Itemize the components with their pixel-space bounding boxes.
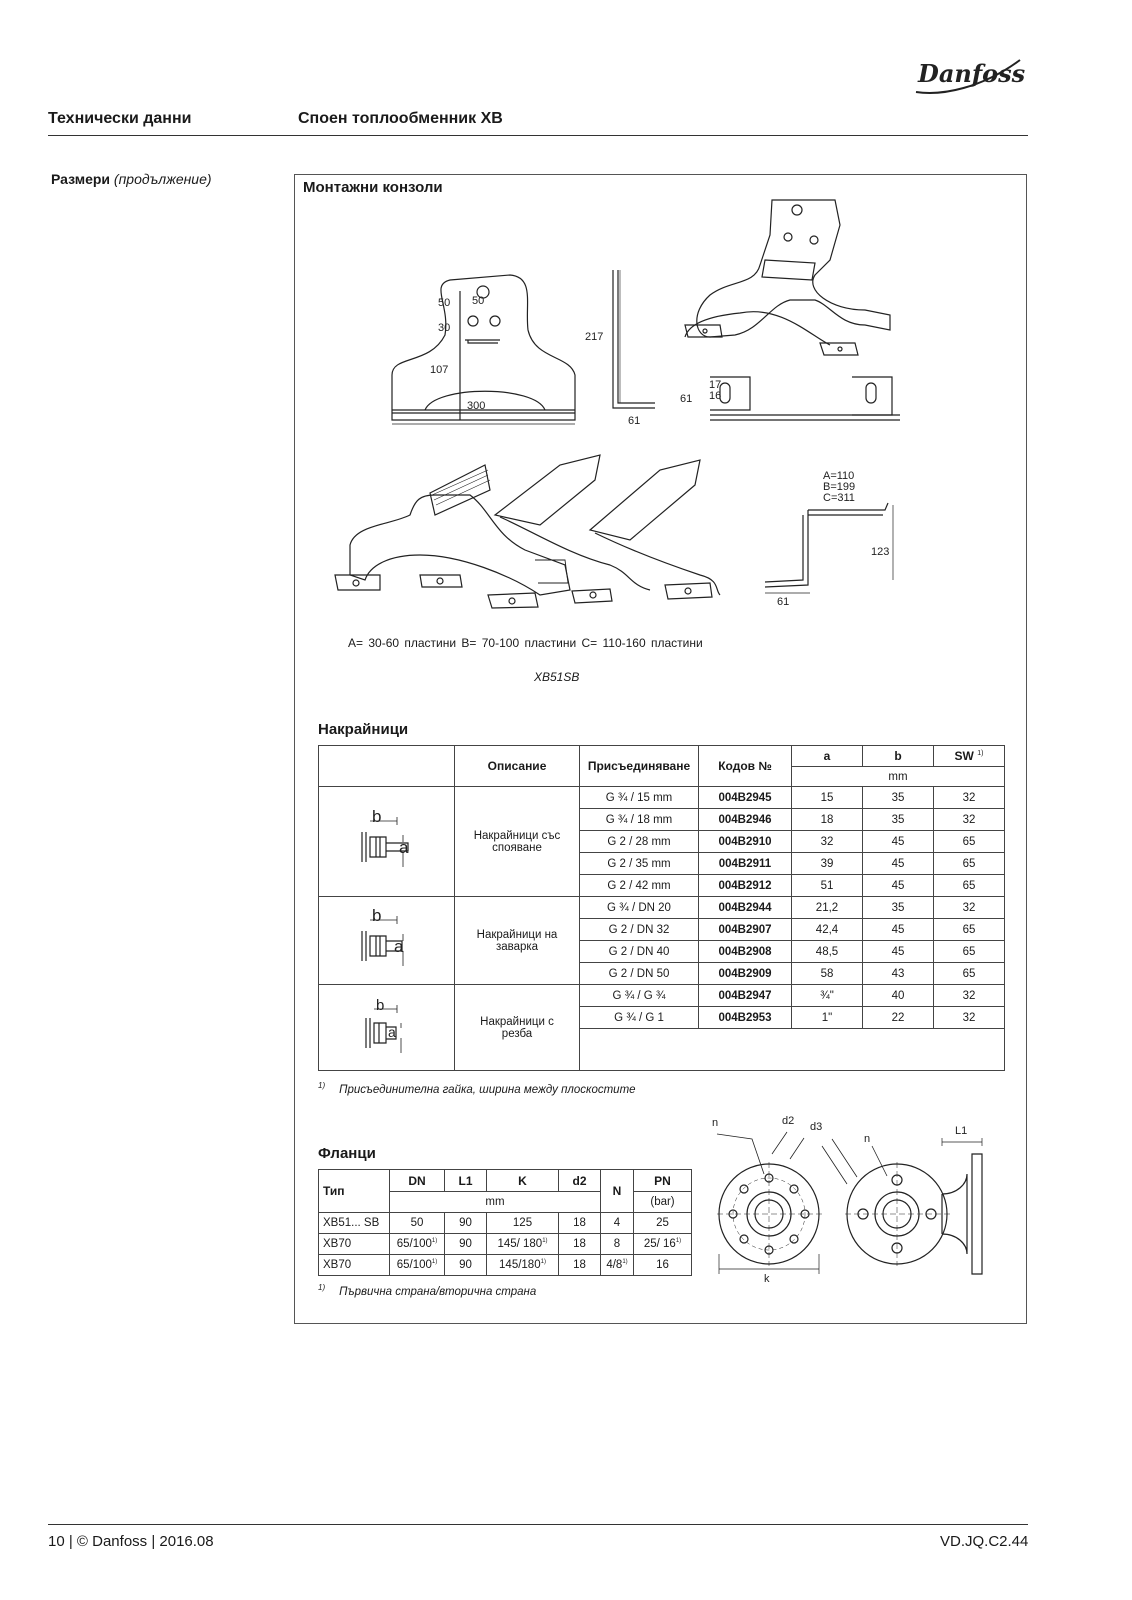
group-weld-desc: Накрайници на заварка [455, 897, 580, 985]
weld-fitting-icon [352, 906, 422, 976]
val-a: 18 [792, 809, 863, 831]
val-b: 35 [863, 809, 934, 831]
dim-61c: 61 [777, 596, 790, 608]
flange-dn [390, 1255, 445, 1276]
dim-107: 107 [430, 364, 449, 376]
flange-dn: 50 [390, 1213, 445, 1234]
flange-label-l1: L1 [955, 1125, 968, 1137]
icon-b-label: b [371, 905, 381, 925]
flange-type: XB70 [319, 1234, 390, 1255]
header-b: b [863, 746, 934, 767]
icon-a-label: a [387, 1023, 396, 1040]
val-sw: 65 [934, 831, 1005, 853]
flange-k [487, 1234, 559, 1255]
dim-b: B=199 [823, 481, 856, 493]
val-b: 35 [863, 787, 934, 809]
logo-text: Danfoss [918, 59, 1026, 88]
header-category: Технически данни [48, 110, 192, 127]
fittings-title: Накрайници [318, 721, 409, 738]
brackets-model: XB51SB [534, 670, 580, 684]
flange-header-pn: PN [634, 1170, 692, 1192]
header-sw-note: 1) [977, 750, 984, 757]
conn: G 2 / 42 mm [580, 875, 699, 897]
code: 004B2907 [699, 919, 792, 941]
flange-label-n2: n [864, 1133, 871, 1145]
flange-pn: 25 [634, 1213, 692, 1234]
val-sw: 65 [934, 941, 1005, 963]
val-sw: 32 [934, 985, 1005, 1007]
flanges-footnote-mark: 1) [318, 1283, 326, 1292]
code: 004B2910 [699, 831, 792, 853]
val-a: 1" [792, 1007, 863, 1029]
flange-pn-val: 25/ 16 [643, 1238, 676, 1250]
conn: G 2 / DN 32 [580, 919, 699, 941]
code: 004B2953 [699, 1007, 792, 1029]
footer-doc-code: VD.JQ.C2.44 [940, 1533, 1029, 1550]
flange-header-k: K [487, 1170, 559, 1192]
conn: G ¾ / DN 20 [580, 897, 699, 919]
val-sw: 32 [934, 787, 1005, 809]
val-a: 48,5 [792, 941, 863, 963]
flange-type: XB51... SB [319, 1213, 390, 1234]
flange-type: XB70 [319, 1255, 390, 1276]
header-connection: Присъединяване [580, 746, 699, 787]
flange-d2: 18 [559, 1255, 601, 1276]
val-a: 58 [792, 963, 863, 985]
flange-dn-note: 1) [431, 1259, 438, 1266]
fittings-icon-header [319, 746, 455, 787]
dim-217: 217 [585, 331, 604, 343]
dim-123: 123 [871, 546, 890, 558]
dim-50a: 50 [438, 297, 451, 309]
header-product: Споен топлообменник XB [298, 110, 503, 127]
group-solder-desc: Накрайници със спояване [455, 787, 580, 897]
conn: G ¾ / 15 mm [580, 787, 699, 809]
flange-n-val: 4/8 [606, 1259, 623, 1271]
header-code: Кодов № [699, 746, 792, 787]
flange-header-d2: d2 [559, 1170, 601, 1192]
footer-rule [48, 1524, 1028, 1525]
val-a: 39 [792, 853, 863, 875]
flanges-title: Фланци [318, 1145, 376, 1162]
flange-k: 125 [487, 1213, 559, 1234]
empty-row [580, 1029, 1005, 1071]
flange-label-d3: d3 [810, 1121, 823, 1133]
flange-header-type: Тип [319, 1170, 390, 1213]
group-thread-desc: Накрайници с резба [455, 985, 580, 1071]
val-a: 42,4 [792, 919, 863, 941]
code: 004B2912 [699, 875, 792, 897]
icon-b-label: b [371, 806, 381, 826]
flange-d2: 18 [559, 1213, 601, 1234]
icon-a-label: a [393, 936, 403, 956]
flange-header-dn: DN [390, 1170, 445, 1192]
fittings-table [318, 745, 1005, 1071]
val-b: 45 [863, 941, 934, 963]
conn: G 2 / 35 mm [580, 853, 699, 875]
danfoss-logo [912, 52, 1024, 98]
dim-a: A=110 [823, 470, 855, 482]
thread-fitting-icon [352, 993, 422, 1063]
val-b: 40 [863, 985, 934, 1007]
dim-17: 17 [709, 379, 722, 391]
flange-unit-mm: mm [390, 1192, 601, 1213]
val-sw: 65 [934, 875, 1005, 897]
header-sw [934, 746, 1005, 767]
icon-weld-fitting [319, 897, 455, 985]
flange-k-note: 1) [540, 1259, 546, 1266]
fittings-footnote [318, 1081, 636, 1096]
header-sw-label: SW [954, 749, 974, 763]
dim-50b: 50 [472, 295, 485, 307]
flange-n-note: 1) [622, 1259, 628, 1266]
val-sw: 65 [934, 919, 1005, 941]
val-b: 45 [863, 831, 934, 853]
flange-n: 4 [601, 1213, 634, 1234]
val-sw: 32 [934, 1007, 1005, 1029]
val-b: 22 [863, 1007, 934, 1029]
flange-pn-note: 1) [675, 1238, 682, 1245]
code: 004B2944 [699, 897, 792, 919]
header-description: Описание [455, 746, 580, 787]
val-a: 51 [792, 875, 863, 897]
conn: G 2 / 28 mm [580, 831, 699, 853]
code: 004B2908 [699, 941, 792, 963]
val-b: 45 [863, 853, 934, 875]
dim-61a: 61 [628, 415, 641, 427]
val-b: 45 [863, 875, 934, 897]
footer-page-info: 10 | © Danfoss | 2016.08 [48, 1533, 214, 1550]
conn: G ¾ / G ¾ [580, 985, 699, 1007]
val-b: 45 [863, 919, 934, 941]
conn: G ¾ / G 1 [580, 1007, 699, 1029]
flanges-table [318, 1169, 692, 1276]
brackets-drawing [310, 195, 1010, 665]
flange-l1: 90 [445, 1255, 487, 1276]
flange-unit-bar: (bar) [634, 1192, 692, 1213]
flange-dn-val: 65/100 [396, 1259, 432, 1271]
val-sw: 32 [934, 897, 1005, 919]
flange-header-l1: L1 [445, 1170, 487, 1192]
flange-d2: 18 [559, 1234, 601, 1255]
dim-16: 16 [709, 390, 722, 402]
code: 004B2946 [699, 809, 792, 831]
flanges-footnote [318, 1283, 536, 1298]
flange-k [487, 1255, 559, 1276]
dim-c: C=311 [823, 492, 855, 504]
fittings-footnote-mark: 1) [318, 1081, 326, 1090]
val-a: 21,2 [792, 897, 863, 919]
dim-61b: 61 [680, 393, 693, 405]
val-sw: 65 [934, 853, 1005, 875]
icon-a-label: a [398, 837, 408, 857]
flange-l1: 90 [445, 1213, 487, 1234]
flange-dn-val: 65/100 [396, 1238, 432, 1250]
val-b: 43 [863, 963, 934, 985]
val-sw: 32 [934, 809, 1005, 831]
conn: G 2 / DN 40 [580, 941, 699, 963]
icon-b-label: b [375, 996, 384, 1014]
conn: G 2 / DN 50 [580, 963, 699, 985]
solder-fitting-icon [352, 807, 422, 877]
flange-k-val: 145/ 180 [497, 1238, 543, 1250]
val-a: 32 [792, 831, 863, 853]
flange-dn-note: 1) [431, 1238, 438, 1245]
code: 004B2947 [699, 985, 792, 1007]
dim-30: 30 [438, 322, 451, 334]
flange-k-val: 145/180 [499, 1259, 541, 1271]
val-b: 35 [863, 897, 934, 919]
flange-n [601, 1255, 634, 1276]
icon-thread-fitting [319, 985, 455, 1071]
header-a: a [792, 746, 863, 767]
fittings-footnote-text: Присъединителна гайка, ширина между плоскостите [339, 1083, 636, 1096]
code: 004B2945 [699, 787, 792, 809]
brackets-caption: A= 30-60 пластини B= 70-100 пластини C= 110-160 пластини [348, 636, 703, 650]
flange-n: 8 [601, 1234, 634, 1255]
flange-pn: 16 [634, 1255, 692, 1276]
flange-header-n: N [601, 1170, 634, 1213]
code: 004B2911 [699, 853, 792, 875]
flange-dn [390, 1234, 445, 1255]
flange-k-note: 1) [542, 1238, 548, 1245]
dim-300: 300 [467, 400, 486, 412]
icon-solder-fitting [319, 787, 455, 897]
section-label-italic: (продължение) [113, 171, 212, 187]
flange-label-d2: d2 [782, 1115, 795, 1127]
flange-pn [634, 1234, 692, 1255]
flanges-footnote-text: Първична страна/вторична страна [339, 1285, 537, 1298]
flange-drawing [712, 1115, 1022, 1285]
flange-label-k: k [764, 1273, 770, 1285]
flange-l1: 90 [445, 1234, 487, 1255]
flange-label-n1: n [712, 1117, 719, 1129]
conn: G ¾ / 18 mm [580, 809, 699, 831]
header-unit: mm [792, 767, 1005, 787]
val-a: ¾" [792, 985, 863, 1007]
header-rule [48, 135, 1028, 136]
brackets-title: Монтажни конзоли [303, 179, 443, 196]
section-label-bold: Размери [51, 171, 111, 187]
code: 004B2909 [699, 963, 792, 985]
section-label [51, 171, 212, 187]
val-sw: 65 [934, 963, 1005, 985]
val-a: 15 [792, 787, 863, 809]
